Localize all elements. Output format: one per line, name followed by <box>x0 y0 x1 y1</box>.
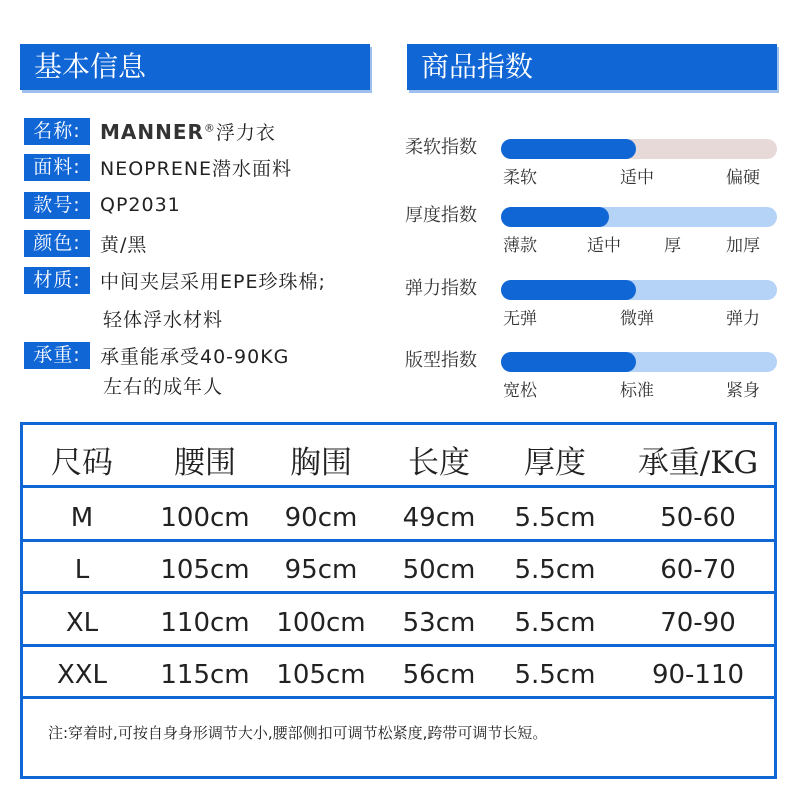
table-header-cell: 尺码 <box>51 445 113 481</box>
info-value-load-cont: 左右的成年人 <box>103 376 224 398</box>
index-label: 弹力 <box>726 309 760 329</box>
table-cell: 5.5cm <box>514 503 596 533</box>
info-value-material-cont: 轻体浮水材料 <box>103 309 224 331</box>
info-value-load: 承重能承受40-90KG <box>100 345 290 368</box>
product-index-header: 商品指数 <box>407 44 777 90</box>
info-label-fabric: 面料: <box>24 154 90 181</box>
table-cell: 50-60 <box>660 503 736 533</box>
table-cell: 90cm <box>284 503 358 533</box>
table-cell: 53cm <box>402 608 476 638</box>
table-divider <box>23 539 774 542</box>
table-cell: XXL <box>56 660 108 690</box>
table-cell: 110cm <box>160 608 250 638</box>
table-cell: 100cm <box>160 503 250 533</box>
info-row-material <box>24 266 326 294</box>
info-label-color: 颜色: <box>24 230 90 257</box>
info-value-color: 黄/黑 <box>100 233 148 256</box>
index-softness <box>405 137 780 197</box>
table-cell: 70-90 <box>660 608 736 638</box>
index-track <box>501 352 777 372</box>
info-value-material: 中间夹层采用EPE珍珠棉; <box>100 270 326 293</box>
index-label: 宽松 <box>503 381 537 401</box>
table-divider <box>23 485 774 488</box>
info-value-style-no: QP2031 <box>100 194 181 216</box>
info-row-fabric <box>24 153 292 181</box>
table-cell: XL <box>65 608 99 638</box>
table-cell: 5.5cm <box>514 608 596 638</box>
index-label: 标准 <box>620 381 654 401</box>
registered-mark: ® <box>203 120 216 134</box>
index-title: 柔软指数 <box>405 137 477 158</box>
table-cell: 60-70 <box>660 555 736 585</box>
index-title: 厚度指数 <box>405 205 477 226</box>
table-cell: 115cm <box>160 660 250 690</box>
index-track <box>501 207 777 227</box>
basic-info-header: 基本信息 <box>20 44 370 90</box>
table-cell: 56cm <box>402 660 476 690</box>
table-cell: 100cm <box>276 608 366 638</box>
info-label-load: 承重: <box>24 342 90 369</box>
index-track <box>501 280 777 300</box>
info-row-style-no <box>24 191 181 219</box>
table-header-cell: 胸围 <box>290 445 352 481</box>
index-label: 无弹 <box>503 309 537 329</box>
table-cell: 105cm <box>160 555 250 585</box>
table-header-cell: 厚度 <box>524 445 586 481</box>
info-row-load <box>24 341 289 369</box>
table-divider <box>23 591 774 594</box>
table-cell: 5.5cm <box>514 555 596 585</box>
table-cell: M <box>70 503 94 533</box>
index-label: 加厚 <box>726 236 760 256</box>
index-fit <box>405 350 780 410</box>
table-divider <box>23 696 774 699</box>
index-fill <box>501 352 636 372</box>
info-label-style-no: 款号: <box>24 192 90 219</box>
index-label: 厚 <box>664 236 681 256</box>
index-fill <box>501 139 636 159</box>
info-label-material: 材质: <box>24 267 90 294</box>
table-header-cell: 承重/KG <box>637 445 759 481</box>
table-header-cell: 腰围 <box>174 445 236 481</box>
brand-logo: MANNER <box>100 119 204 144</box>
index-title: 版型指数 <box>405 350 477 371</box>
index-label: 柔软 <box>503 168 537 188</box>
table-cell: 49cm <box>402 503 476 533</box>
index-title: 弹力指数 <box>405 278 477 299</box>
table-cell: 95cm <box>284 555 358 585</box>
index-label: 薄款 <box>503 236 537 256</box>
info-row-color <box>24 229 147 257</box>
table-header-cell: 长度 <box>408 445 470 481</box>
table-cell: L <box>74 555 90 585</box>
index-thickness <box>405 205 780 265</box>
table-divider <box>23 644 774 647</box>
info-value-name <box>100 118 276 145</box>
index-track <box>501 139 777 159</box>
table-cell: 50cm <box>402 555 476 585</box>
info-value-fabric: NEOPRENE潜水面料 <box>100 157 293 180</box>
table-cell: 90-110 <box>651 660 745 690</box>
index-label: 微弹 <box>620 309 654 329</box>
index-label: 适中 <box>587 236 621 256</box>
table-cell: 5.5cm <box>514 660 596 690</box>
info-label-name: 名称: <box>24 118 90 145</box>
info-row-name <box>24 117 276 145</box>
index-elasticity <box>405 278 780 338</box>
index-fill <box>501 207 609 227</box>
table-note: 注:穿着时,可按自身身形调节大小,腰部侧扣可调节松紧度,跨带可调节长短。 <box>48 724 548 742</box>
index-fill <box>501 280 636 300</box>
index-label: 偏硬 <box>726 168 760 188</box>
table-header-row <box>23 437 774 481</box>
index-label: 适中 <box>620 168 654 188</box>
table-cell: 105cm <box>276 660 366 690</box>
product-name: 浮力衣 <box>215 121 276 144</box>
index-label: 紧身 <box>726 381 760 401</box>
